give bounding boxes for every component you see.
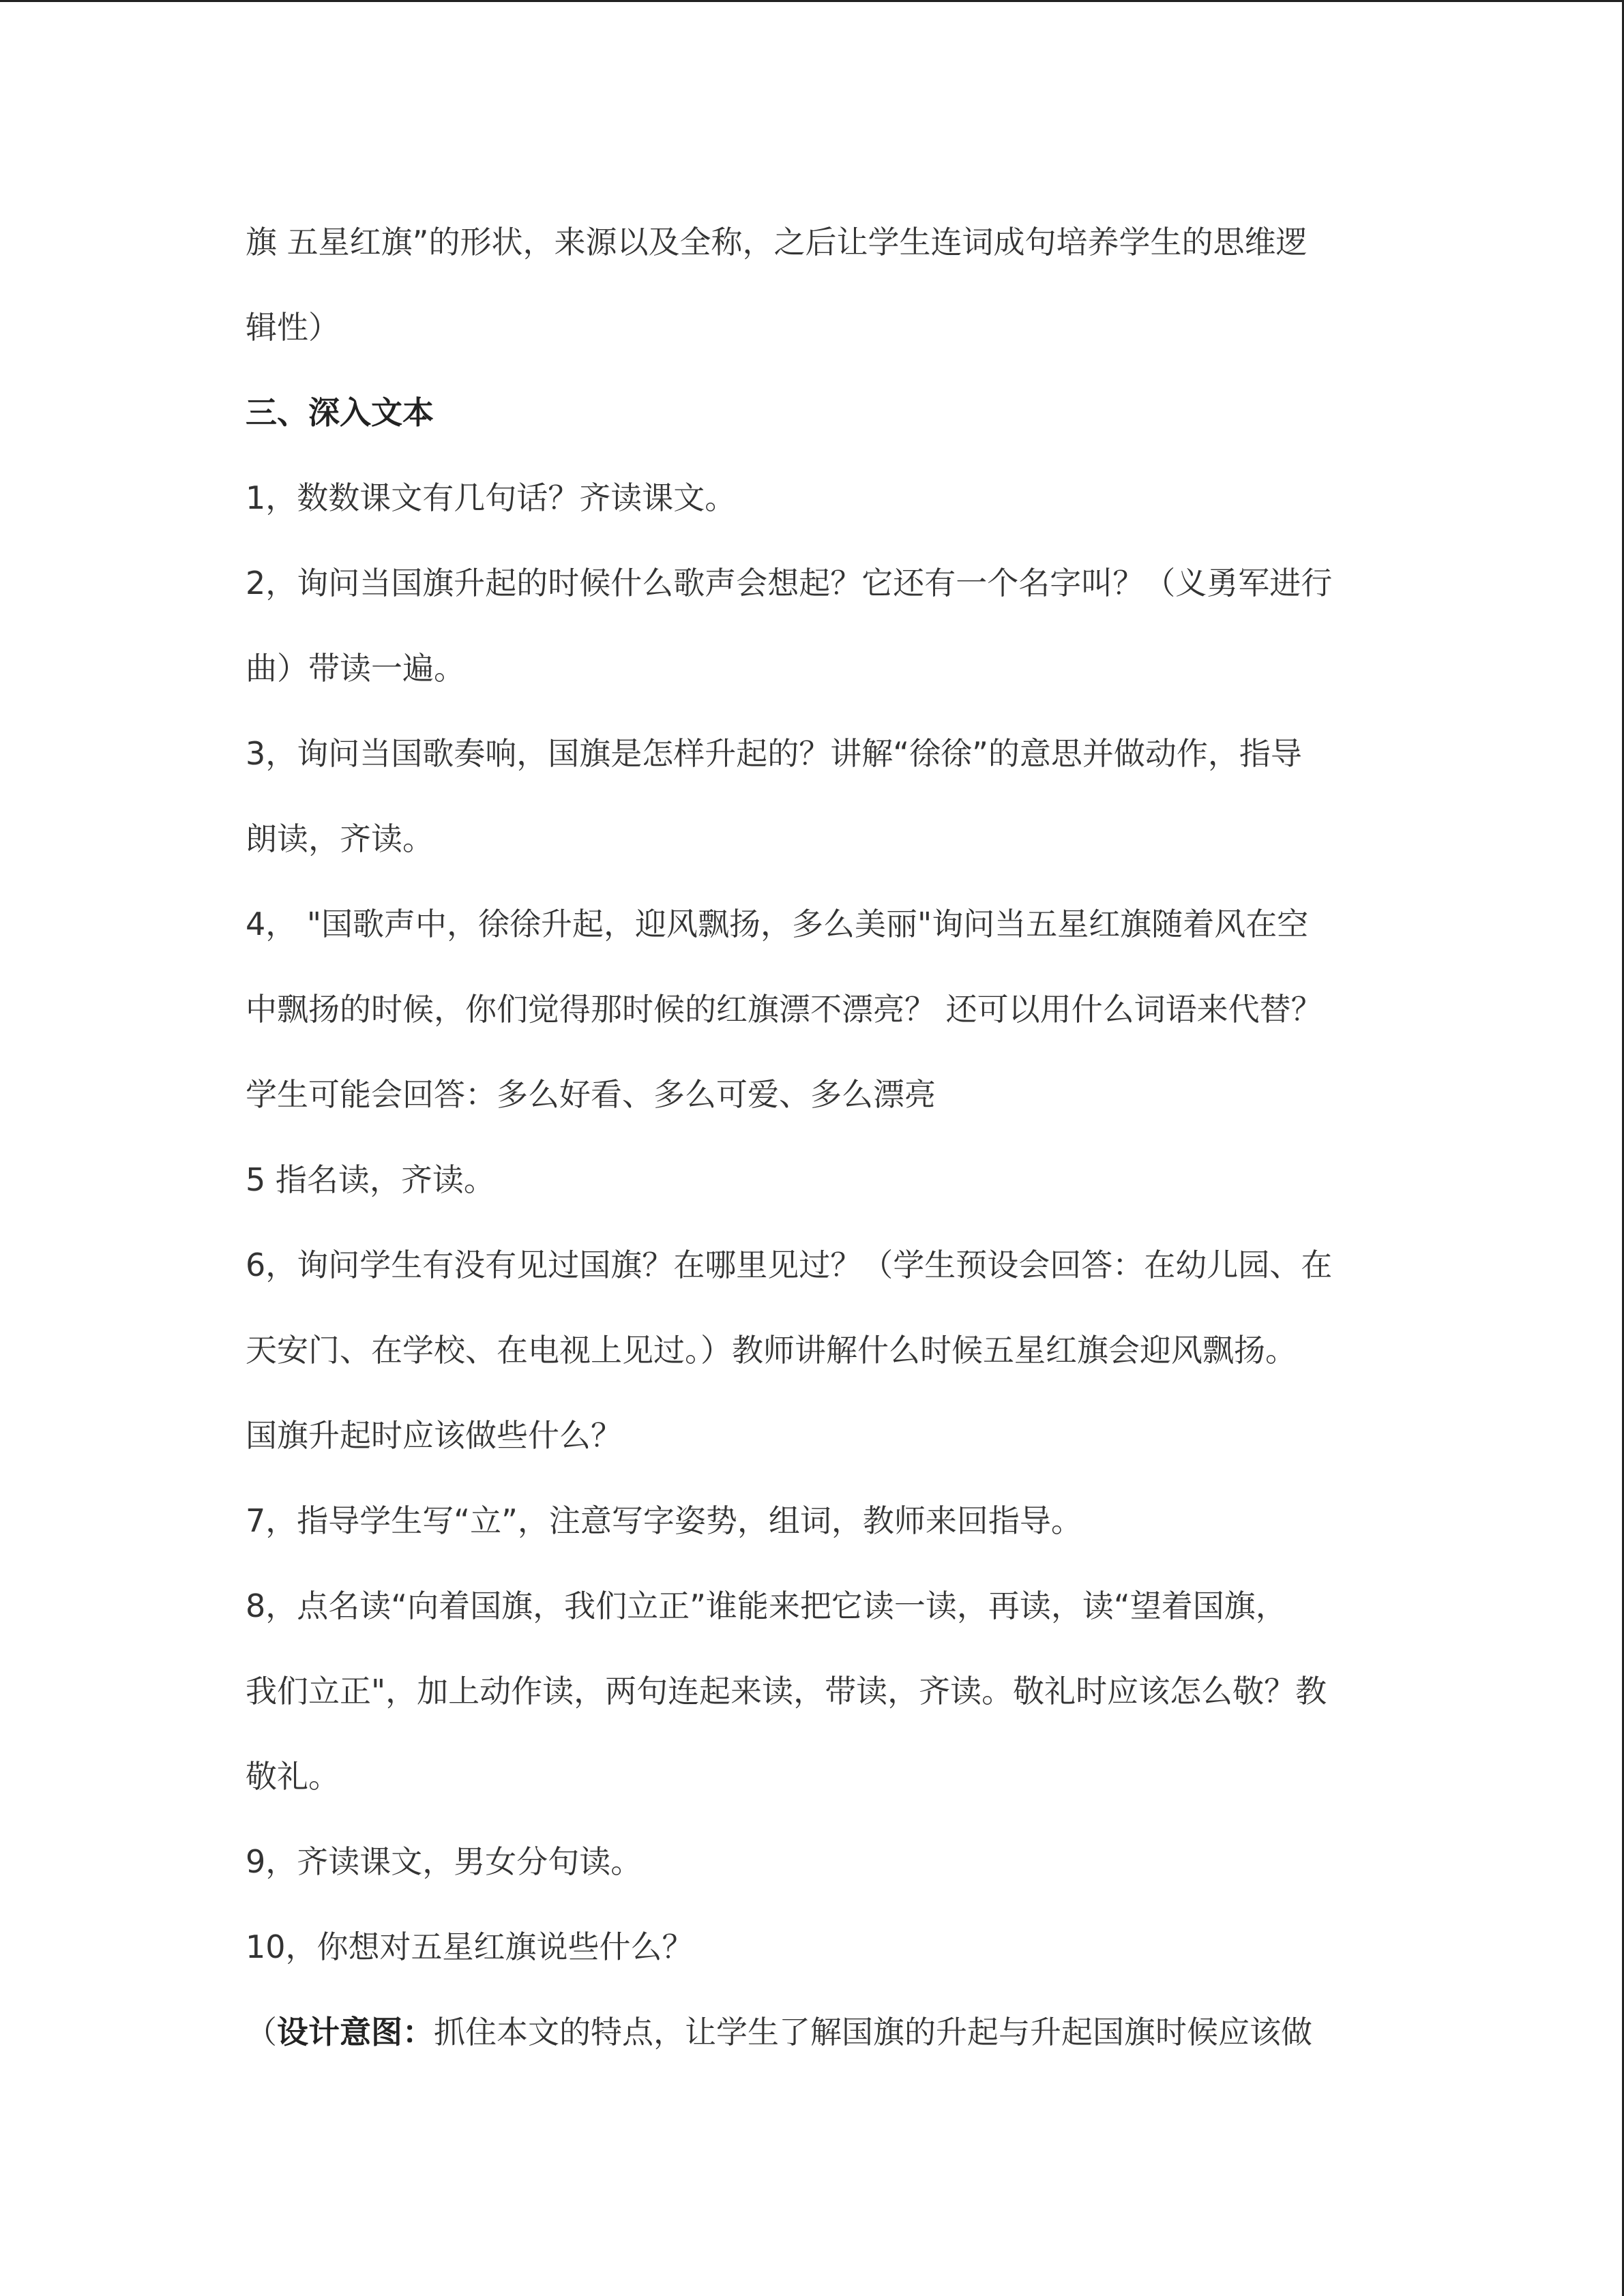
paragraph-line: 曲）带读一遍。 [246, 650, 465, 687]
paragraph-line: 8，点名读“向着国旗，我们立正”谁能来把它读一读，再读，读“望着国旗， [246, 1587, 1287, 1624]
paragraph-line: 辑性） [246, 309, 340, 346]
paragraph-line: 9，齐读课文，男女分句读。 [246, 1843, 643, 1880]
design-intent-text: 抓住本文的特点，让学生了解国旗的升起与升起国旗时候应该做 [434, 2014, 1312, 2051]
paragraph-line: 旗 五星红旗”的形状，来源以及全称，之后让学生连词成句培养学生的思维逻 [246, 224, 1308, 260]
design-intent-line [246, 1990, 1385, 2075]
paragraph-line: 5 指名读，齐读。 [246, 1161, 495, 1198]
paragraph-line: 1，数数课文有几句话？齐读课文。 [246, 479, 737, 516]
paragraph-line: 天安门、在学校、在电视上见过。）教师讲解什么时候五星红旗会迎风飘扬。 [246, 1332, 1297, 1369]
paragraph-line: 中飘扬的时候，你们觉得那时候的红旗漂不漂亮？ 还可以用什么词语来代替？ [246, 991, 1323, 1028]
paragraph-line: 7，指导学生写“立”，注意写字姿势，组词，教师来回指导。 [246, 1502, 1082, 1539]
paragraph-line: 学生可能会回答：多么好看、多么可爱、多么漂亮 [246, 1076, 936, 1113]
open-paren: （ [246, 2014, 277, 2051]
paragraph-line: 3，询问当国歌奏响，国旗是怎样升起的？讲解“徐徐”的意思并做动作，指导 [246, 735, 1302, 772]
section-heading: 三、深入文本 [246, 394, 434, 431]
paragraph-line: 4， "国歌声中，徐徐升起，迎风飘扬，多么美丽"询问当五星红旗随着风在空 [246, 906, 1309, 942]
document-body [246, 200, 1385, 2075]
paragraph-line: 我们立正"，加上动作读，两句连起来读，带读，齐读。敬礼时应该怎么敬？教 [246, 1673, 1327, 1710]
paragraph-line: 2，询问当国旗升起的时候什么歌声会想起？它还有一个名字叫？（义勇军进行 [246, 565, 1333, 601]
paragraph-line: 朗读，齐读。 [246, 820, 434, 857]
paragraph-line: 10，你想对五星红旗说些什么？ [246, 1928, 694, 1965]
paragraph-line: 国旗升起时应该做些什么？ [246, 1417, 622, 1454]
paragraph-line: 6，询问学生有没有见过国旗？在哪里见过？（学生预设会回答：在幼儿园、在 [246, 1247, 1333, 1283]
design-intent-label: 设计意图： [277, 2014, 434, 2051]
paragraph-line: 敬礼。 [246, 1758, 340, 1795]
